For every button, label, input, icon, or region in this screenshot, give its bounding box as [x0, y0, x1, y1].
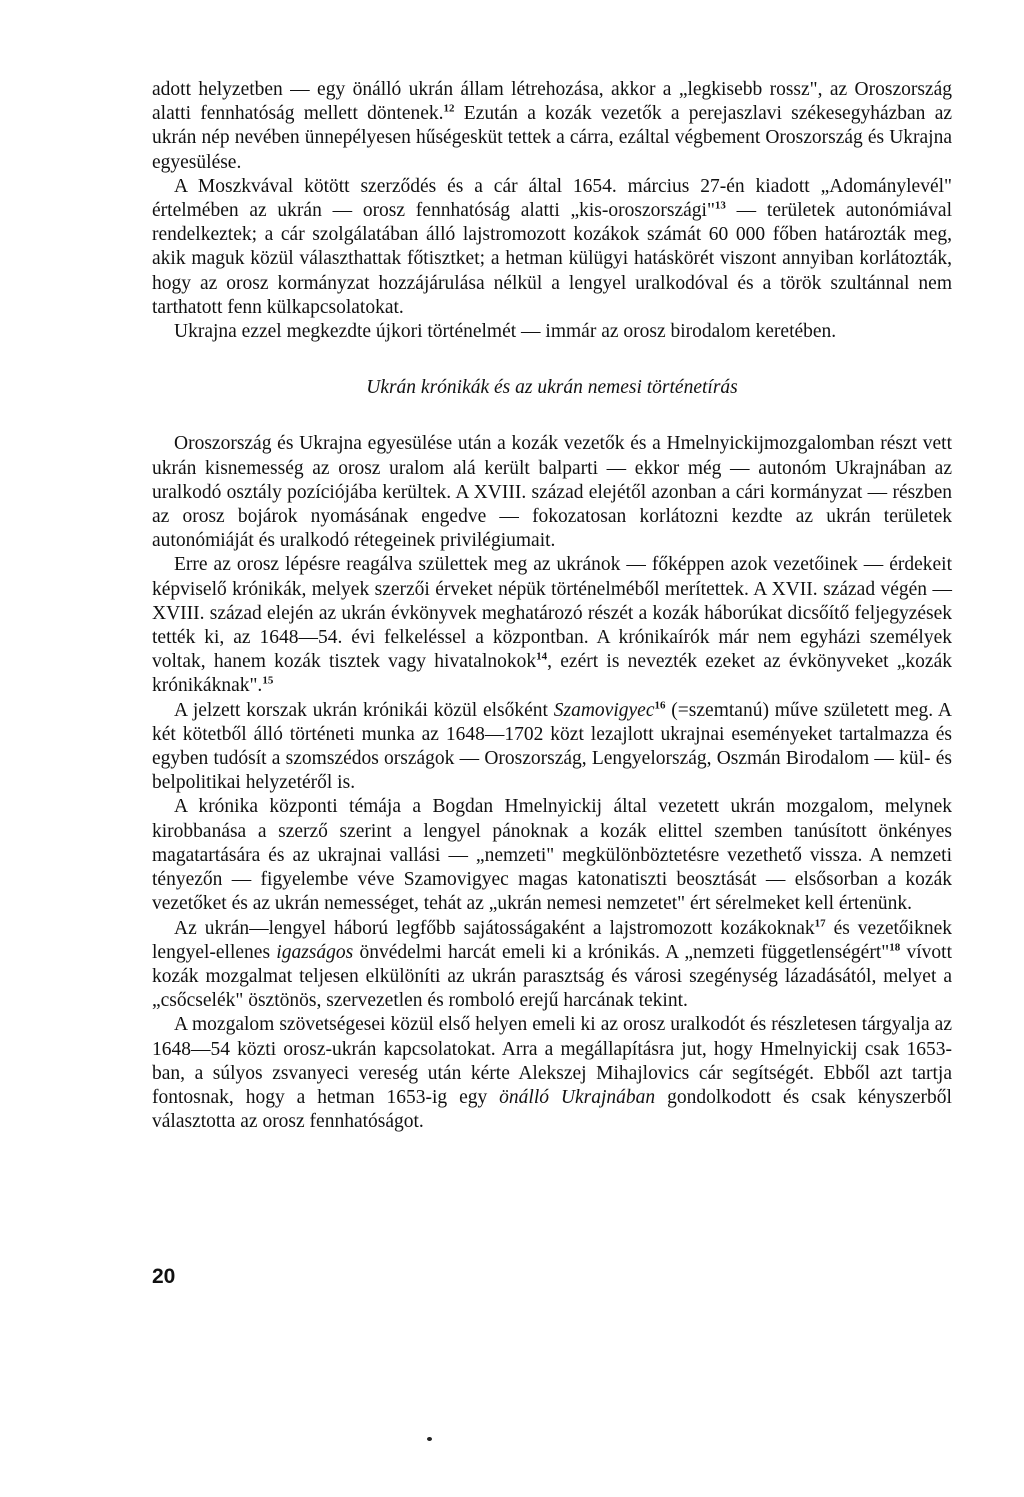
- paragraph-p8: [152, 917, 952, 1014]
- text-run: A jelzett korszak ukrán krónikái közül elsőként: [174, 699, 554, 721]
- text-run: adott helyzetben — egy önálló ukrán állam létrehozása, akkor a „legkisebb rossz", az Oroszország alatti fennhatóság mellett döntenek.: [152, 79, 952, 125]
- paragraph-p6: [152, 699, 952, 796]
- section-heading: Ukrán krónikák és az ukrán nemesi történetírás: [366, 377, 738, 399]
- footnote-ref: 17: [814, 917, 826, 929]
- text-run: (=szemtanú) műve született meg. A két kötetből álló történeti munka az 1648—1702 közt lezajlott ukrajnai eseményeket tartalmazza és egyben tudósít a szomszédos országok — Oroszország, Lengyelország, Oszmán Birodalom — kül- és belpolitikai helyzetéről is.: [152, 699, 952, 794]
- text-run: Ukrajna ezzel megkezdte újkori történelmét — immár az orosz birodalom keretében.: [174, 321, 837, 343]
- text-run: Oroszország és Ukrajna egyesülése után a kozák vezetők és a Hmelnyickijmozgalomban részt vett ukrán kisnemesség az orosz uralom alá került balparti — ekkor még — autonóm Ukrajnában az uralkodó osztály pozíciójába kerültek. A XVIII. század elejétől azonban a cári kormányzat — részben az orosz bojárok nyomásának engedve — fokozatosan korlátozni kezdte az ukrán területek autonómiáját és uralkodó rétegeinek privilégiumait.: [152, 433, 952, 552]
- text-run: önvédelmi harcát emeli ki a krónikás. A „nemzeti függetlenségért": [353, 941, 890, 963]
- footnote-ref: 14: [536, 650, 548, 663]
- paragraph-p1: [152, 78, 952, 175]
- paragraph-p3: [152, 320, 952, 344]
- text-block-bottom: [152, 432, 952, 1134]
- text-run: Erre az orosz lépésre reagálva születtek meg az ukránok — főképpen azok vezetőinek — érdekeit képviselő krónikák, melyek szerzői érveket népük történelméből merítettek. A XVII. század végén — XVIII. század elején az ukrán évkönyvek meghatározó részét a kozák háborúkat dicsőítő feljegyzések tették ki, az 1648—54. évi felkeléssel a központban. A krónikaírók már nem egyházi személyek voltak, hanem kozák tisztek vagy hivatalnokok: [152, 554, 952, 673]
- footnote-ref: 18: [889, 941, 901, 954]
- italic-text: Szamovigyec: [553, 699, 655, 721]
- text-run: — területek autonómiával rendelkeztek; a cár szolgálatában álló lajstromozott kozákok számát 60 000 főben határozták meg, akik maguk közül választhattak főtisztket; a hetman külügyi hatáskörét viszont annyiban korlátozták, hogy az orosz kormányzat hozzájárulása nélkül a lengyel uralkodóval és a török szultánnal nem tarthatott fenn külkapcsolatokat.: [152, 200, 952, 318]
- text-block-top: [152, 78, 952, 344]
- text-run: A Moszkvával kötött szerződés és a cár által 1654. március 27-én kiadott „Adománylevél" értelmében az ukrán — orosz fennhatóság alatti „kis-oroszországi": [152, 175, 952, 222]
- text-run: , ezért is nevezték ezeket az évkönyveket „kozák krónikáknak".: [152, 651, 952, 697]
- ink-speck: [427, 1437, 432, 1441]
- footnote-ref: 15: [262, 674, 274, 687]
- text-run: és vezetőiknek lengyel-ellenes: [152, 917, 952, 963]
- paragraph-p5: [152, 553, 952, 698]
- text-run: A mozgalom szövetségesei közül első helyen emeli ki az orosz uralkodót és részletesen tárgyalja az 1648—54 közti orosz-ukrán kapcsolatokat. Arra a megállapításra jut, hogy Hmelnyickij csak 1653-ban, a súlyos zsvanyeci vereség után kérte Alekszej Mihajlovics cár segítségét. Ebből azt tartja fontosnak, hogy a hetman 1653-ig egy: [152, 1014, 952, 1108]
- text-run: A krónika központi témája a Bogdan Hmelnyickij által vezetett ukrán mozgalom, melynek kirobbanása a szerző szerint a lengyel pánoknak a kozák elittel szemben tanúsított önkényes magatartására és az ukrajnai vallási — „nemzeti" megkülönböztetésre vezethető vissza. A nemzeti tényezőn — figyelembe véve Szamovigyec magas katonatiszti beosztását — elsősorban a kozák vezetőket és az ukrán nemességet, tehát az „ukrán nemesi nemzetet" ért sérelmeket kell értenünk.: [152, 796, 952, 915]
- footnote-ref: 12: [443, 102, 455, 115]
- italic-text: igazságos: [276, 941, 354, 963]
- text-run: Az ukrán—lengyel háború legfőbb sajátosságaként a lajstromozott kozákoknak: [174, 917, 815, 939]
- paragraph-p4: [152, 432, 952, 553]
- italic-text: önálló Ukrajnában: [499, 1086, 656, 1108]
- text-run: vívott kozák mozgalmat teljesen elkülöníti az ukrán parasztság és városi szegénység lázadásától, melyet a „csőcselék" ösztönös, szervezetlen és romboló erejű harcának tekint.: [152, 941, 952, 1012]
- paragraph-p9: [152, 1013, 952, 1134]
- footnote-ref: 16: [654, 699, 666, 712]
- paragraph-p7: [152, 795, 952, 916]
- footnote-ref: 13: [714, 199, 726, 212]
- text-run: gondolkodott és csak kényszerből választotta az orosz fennhatóságot.: [152, 1086, 952, 1133]
- page-body: [152, 78, 952, 1134]
- paragraph-p2: [152, 175, 952, 320]
- text-run: Ezután a kozák vezetők a perejaszlavi székesegyházban az ukrán nép nevében ünnepélyesen hűségesküt tettek a cárra, ezáltal végbement Oroszország és Ukrajna egyesülése.: [152, 103, 952, 173]
- page-number: 20: [152, 1265, 176, 1288]
